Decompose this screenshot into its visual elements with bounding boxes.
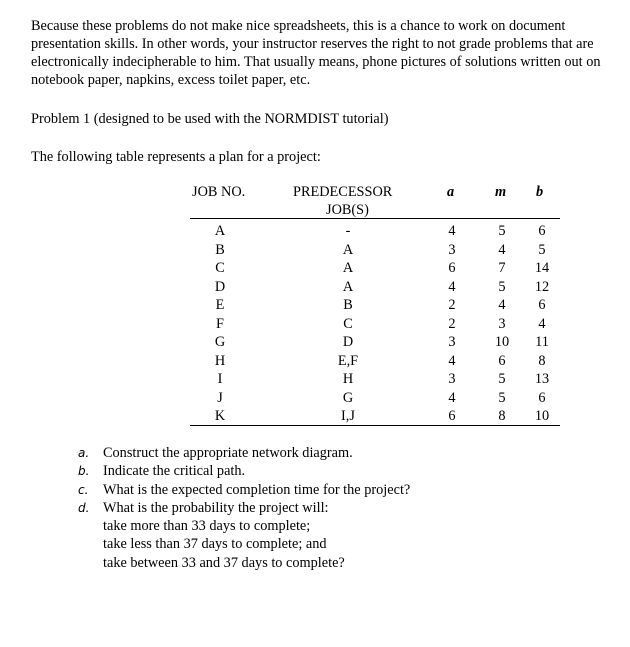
- predecessor-cell: A: [342, 278, 354, 295]
- m-value-cell: 8: [498, 408, 506, 424]
- job-cell: H: [214, 352, 226, 369]
- m-column: [487, 222, 517, 426]
- question-marker: b.: [78, 464, 90, 479]
- predecessor-cell: C: [343, 315, 353, 332]
- job-cell: E: [215, 297, 225, 313]
- b-value-cell: 10: [534, 408, 550, 424]
- b-value-cell: 12: [534, 278, 550, 295]
- question-text: Construct the appropriate network diagram.: [103, 445, 353, 461]
- b-column: [527, 222, 557, 426]
- m-value-cell: 6: [498, 352, 506, 369]
- m-value-cell: 3: [498, 315, 506, 332]
- table-bottom-rule: [190, 425, 560, 426]
- m-value-cell: 5: [498, 389, 506, 406]
- table-intro: The following table represents a plan for a project:: [31, 149, 321, 165]
- question-marker: d.: [78, 500, 90, 515]
- m-value-cell: 4: [498, 241, 506, 258]
- a-value-cell: 3: [448, 241, 456, 258]
- b-value-cell: 14: [534, 260, 550, 276]
- header-a: a: [447, 184, 455, 200]
- predecessor-cell: E,F: [337, 352, 359, 369]
- b-value-cell: 6: [538, 223, 546, 239]
- predecessor-cell: A: [342, 241, 354, 258]
- m-value-cell: 10: [494, 334, 510, 350]
- b-value-cell: 5: [538, 241, 546, 258]
- b-value-cell: 6: [538, 297, 546, 313]
- a-column: [440, 222, 464, 426]
- job-cell: G: [214, 334, 226, 350]
- predecessor-cell: I,J: [341, 408, 355, 424]
- job-cell: J: [217, 389, 223, 406]
- a-value-cell: 4: [448, 223, 456, 239]
- question-item: [76, 462, 410, 480]
- question-item: [76, 444, 410, 462]
- b-value-cell: 11: [535, 334, 549, 350]
- a-value-cell: 6: [448, 408, 456, 424]
- predecessor-cell: D: [342, 334, 354, 350]
- predecessor-cell: G: [342, 389, 354, 406]
- header-job-no: JOB NO.: [192, 184, 246, 200]
- m-value-cell: 5: [498, 371, 506, 387]
- job-cell: K: [214, 408, 226, 424]
- header-m: m: [495, 184, 507, 200]
- question-item: [76, 481, 410, 499]
- job-column: [205, 222, 235, 426]
- a-value-cell: 4: [448, 278, 456, 295]
- predecessor-cell: A: [342, 260, 354, 276]
- b-value-cell: 4: [538, 315, 546, 332]
- problem-title: Problem 1 (designed to be used with the NORMDIST tutorial): [31, 111, 389, 127]
- job-cell: F: [216, 315, 224, 332]
- question-marker: c.: [78, 482, 89, 497]
- a-value-cell: 4: [448, 389, 456, 406]
- predecessor-cell: H: [342, 371, 354, 387]
- question-text: What is the probability the project will:: [103, 499, 329, 516]
- job-cell: D: [214, 278, 226, 295]
- a-value-cell: 3: [448, 334, 456, 350]
- sub-item: take less than 37 days to complete; and: [103, 536, 327, 553]
- question-text: Indicate the critical path.: [103, 463, 246, 480]
- sub-item: take between 33 and 37 days to complete?: [103, 554, 345, 571]
- a-value-cell: 6: [448, 260, 456, 276]
- m-value-cell: 7: [498, 260, 506, 276]
- a-value-cell: 2: [448, 297, 456, 313]
- header-b: b: [536, 184, 544, 200]
- question-item: [76, 499, 410, 517]
- b-value-cell: 6: [538, 389, 546, 406]
- job-cell: B: [215, 241, 225, 258]
- m-value-cell: 5: [498, 223, 506, 239]
- a-value-cell: 4: [448, 352, 456, 369]
- header-predecessor: PREDECESSOR: [293, 184, 393, 200]
- predecessor-cell: B: [343, 297, 353, 313]
- a-value-cell: 2: [448, 315, 456, 332]
- a-value-cell: 3: [448, 371, 456, 387]
- job-cell: I: [217, 371, 223, 387]
- m-value-cell: 4: [498, 297, 506, 313]
- job-cell: A: [214, 223, 226, 239]
- intro-paragraph: Because these problems do not make nice spreadsheets, this is a chance to work on document presentation skills. In other words, your instructor reserves the right to not grade problems that are electronically indecipherable to him. That usually means, phone pictures of solutions written out on notebook paper, napkins, excess toilet paper, etc.: [31, 18, 601, 88]
- header-predecessor-jobs: JOB(S): [326, 202, 369, 218]
- sub-item: take more than 33 days to complete;: [103, 518, 311, 534]
- b-value-cell: 8: [538, 352, 546, 369]
- job-cell: C: [215, 260, 225, 276]
- predecessor-cell: -: [345, 223, 351, 239]
- predecessor-column: [320, 222, 376, 426]
- question-text: What is the expected completion time for the project?: [103, 481, 411, 498]
- probability-sub-items: [103, 517, 345, 572]
- b-value-cell: 13: [534, 371, 550, 387]
- question-marker: a.: [78, 446, 90, 460]
- m-value-cell: 5: [498, 278, 506, 295]
- question-list: [76, 444, 410, 517]
- table-header-rule: [190, 218, 560, 219]
